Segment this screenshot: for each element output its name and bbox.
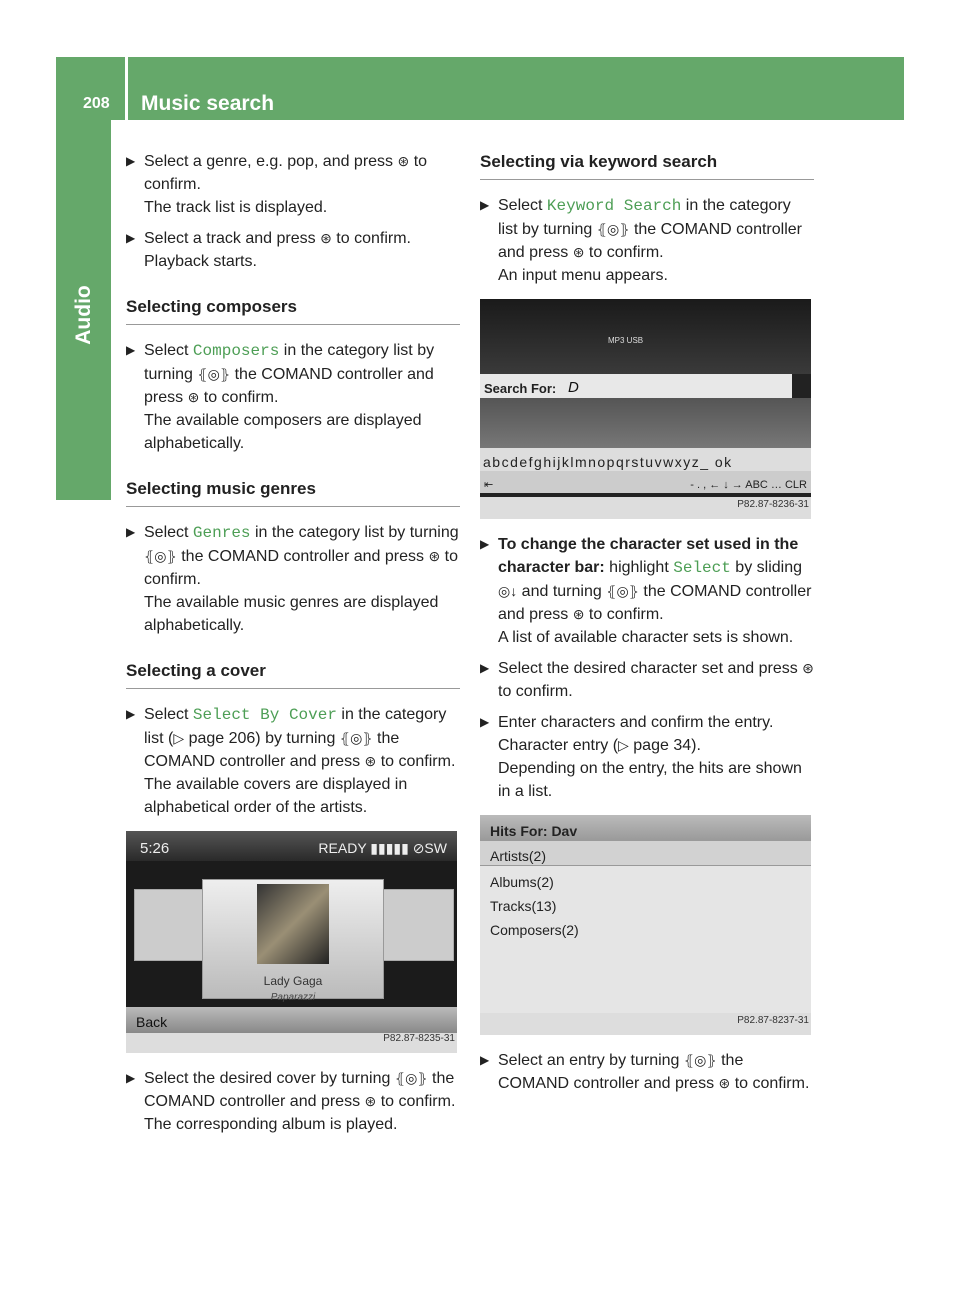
- press-icon: ⊛: [320, 230, 332, 246]
- press-icon: ⊛: [397, 153, 410, 169]
- step-text: Select a track and press: [144, 230, 316, 247]
- step-change-charset: [480, 533, 814, 649]
- cover-card-selected: [202, 879, 384, 1003]
- character-bar: [480, 448, 811, 471]
- press-icon: ⊛: [802, 660, 814, 676]
- step-text: the COMAND controller and press: [144, 730, 400, 770]
- result-text: Depending on the entry, the hits are shown in a list.: [498, 760, 802, 800]
- page-ref-icon: ▷: [618, 737, 629, 753]
- menu-item-keyword-search: Keyword Search: [546, 197, 682, 215]
- page-reference: page 206: [188, 730, 256, 747]
- press-icon: ⊛: [364, 753, 377, 769]
- step-text: in the category list (: [144, 706, 447, 747]
- step-text: ) by turning: [255, 730, 336, 747]
- step-arrow-icon: ▶: [126, 525, 136, 539]
- step-bold-text: To change the character set used in the character bar:: [498, 536, 799, 576]
- step-text: Select: [144, 342, 189, 359]
- page-ref-icon: ▷: [173, 730, 185, 746]
- step-arrow-icon: ▶: [126, 231, 136, 245]
- tool-bar: [480, 471, 811, 493]
- turn-icon: ⦃◎⦄: [606, 583, 639, 599]
- step-text: the COMAND controller and press: [498, 1052, 744, 1092]
- clock: 5:26: [140, 840, 170, 857]
- step-text: to confirm.: [203, 389, 279, 406]
- step-arrow-icon: ▶: [126, 707, 136, 721]
- menu-item-genres: Genres: [192, 524, 251, 542]
- result-text: Playback starts.: [144, 253, 257, 270]
- step-text: Enter characters and confirm the entry.: [498, 714, 774, 731]
- right-column: [480, 150, 814, 1103]
- page-number: 208: [83, 95, 110, 112]
- step-select-track: [126, 227, 460, 273]
- step-arrow-icon: ▶: [126, 343, 136, 357]
- step-text: Select the desired character set and press: [498, 660, 798, 677]
- step-arrow-icon: ▶: [126, 154, 136, 168]
- step-cover: [126, 703, 460, 819]
- turn-icon: ⦃◎⦄: [596, 221, 630, 237]
- step-text: Select: [498, 197, 543, 214]
- input-menu-screenshot: [480, 299, 811, 519]
- step-text: the COMAND controller and press: [498, 583, 812, 623]
- step-keyword: [480, 194, 814, 287]
- back-icon: ⇤: [484, 479, 494, 491]
- result-text: The available composers are displayed alphabetically.: [144, 412, 422, 452]
- turn-icon: ⦃◎⦄: [683, 1052, 717, 1068]
- step-arrow-icon: ▶: [480, 537, 490, 551]
- status-text: READY ▮▮▮▮▮ ⊘SW: [318, 840, 447, 856]
- step-text: to confirm.: [734, 1075, 810, 1092]
- step-text: to confirm.: [588, 606, 664, 623]
- side-tab-label: Audio: [71, 285, 95, 345]
- page-header: [56, 57, 904, 120]
- result-text: The corresponding album is played.: [144, 1116, 398, 1133]
- press-icon: ⊛: [718, 1075, 731, 1091]
- search-label: Search For:: [484, 381, 557, 396]
- step-text: and turning: [521, 583, 602, 600]
- slide-icon: ◎↓: [498, 583, 518, 599]
- step-arrow-icon: ▶: [126, 1071, 136, 1085]
- screen-middle: [480, 398, 811, 448]
- press-icon: ⊛: [364, 1093, 377, 1109]
- step-genres: [126, 521, 460, 637]
- list-item: Albums(2): [490, 874, 554, 890]
- menu-item-select: Select: [673, 559, 731, 577]
- step-text: the COMAND controller and press: [144, 1070, 455, 1110]
- album-name: Paparazzi: [270, 992, 316, 1003]
- turn-icon: ⦃◎⦄: [339, 730, 373, 746]
- step-select-genre: [126, 150, 460, 219]
- menu-item-select-by-cover: Select By Cover: [192, 706, 337, 724]
- step-composers: [126, 339, 460, 455]
- heading-genres: Selecting music genres: [126, 477, 460, 507]
- result-text: An input menu appears.: [498, 267, 668, 284]
- step-text: to confirm.: [336, 230, 411, 247]
- step-text: to confirm.: [144, 548, 458, 588]
- hits-screenshot: [480, 815, 811, 1035]
- list-item: Composers(2): [490, 922, 579, 938]
- hits-header: [480, 815, 811, 841]
- left-column: [126, 150, 460, 1144]
- step-text: Character entry (: [498, 737, 619, 754]
- header-divider: [125, 57, 128, 120]
- step-text: to confirm.: [144, 153, 428, 193]
- screen-top: [480, 299, 811, 374]
- step-select-entry: [480, 1049, 814, 1095]
- search-value: D: [568, 379, 579, 396]
- step-text: to confirm.: [380, 753, 456, 770]
- step-text: to confirm.: [380, 1093, 456, 1110]
- step-text: by sliding: [735, 559, 802, 576]
- step-text: the COMAND controller and press: [498, 221, 802, 261]
- image-caption: P82.87-8236-31: [737, 499, 809, 510]
- image-caption: P82.87-8235-31: [383, 1033, 455, 1044]
- hits-title: Hits For: Dav: [490, 823, 578, 839]
- step-text: in the category list by turning: [498, 197, 791, 238]
- tool-list: - . , ← ↓ → ABC … CLR: [690, 479, 807, 491]
- step-text: the COMAND controller and press: [144, 366, 434, 406]
- image-caption: P82.87-8237-31: [737, 1015, 809, 1026]
- step-enter-characters: [480, 711, 814, 803]
- turn-icon: ⦃◎⦄: [197, 366, 231, 382]
- step-arrow-icon: ▶: [480, 715, 490, 729]
- list-item: Artists(2): [490, 848, 546, 864]
- step-text: in the category list by turning: [144, 342, 435, 383]
- step-text: in the category list by turning: [254, 524, 459, 541]
- turn-icon: ⦃◎⦄: [394, 1070, 428, 1086]
- step-text: Select the desired cover by turning: [144, 1070, 391, 1087]
- cover-screenshot: [126, 831, 457, 1053]
- search-field: [480, 374, 792, 398]
- heading-cover: Selecting a cover: [126, 659, 460, 689]
- turn-icon: ⦃◎⦄: [144, 548, 177, 564]
- result-text: A list of available character sets is shown.: [498, 629, 794, 646]
- step-arrow-icon: ▶: [480, 198, 490, 212]
- press-icon: ⊛: [572, 244, 585, 260]
- heading-composers: Selecting composers: [126, 295, 460, 325]
- step-arrow-icon: ▶: [480, 1053, 490, 1067]
- back-label: Back: [136, 1014, 168, 1030]
- step-text: Select an entry by turning: [498, 1052, 680, 1069]
- list-item: Tracks(13): [490, 898, 557, 914]
- step-text: Select: [144, 706, 189, 723]
- step-text: Select a genre, e.g. pop, and press: [144, 153, 394, 170]
- step-text: highlight: [609, 559, 669, 576]
- side-tab: [56, 120, 111, 500]
- status-bar: [126, 831, 457, 861]
- result-text: The available covers are displayed in alphabetical order of the artists.: [144, 776, 408, 816]
- caption-bar: [480, 497, 811, 519]
- caption-bar: [480, 1013, 811, 1035]
- step-text: to confirm.: [498, 683, 573, 700]
- heading-keyword: Selecting via keyword search: [480, 150, 814, 180]
- press-icon: ⊛: [428, 548, 441, 564]
- step-text: the COMAND controller and press: [181, 548, 424, 565]
- press-icon: ⊛: [187, 389, 200, 405]
- source-icons: MP3 USB: [608, 336, 644, 345]
- step-text: to confirm.: [588, 244, 664, 261]
- artist-name: Lady Gaga: [263, 974, 323, 988]
- press-icon: ⊛: [572, 606, 585, 622]
- step-select-cover: [126, 1067, 460, 1136]
- result-text: The available music genres are displayed alphabetically.: [144, 594, 439, 634]
- menu-item-composers: Composers: [192, 342, 280, 360]
- page-reference: page 34: [633, 737, 692, 754]
- album-art: [257, 884, 329, 964]
- step-select-charset: [480, 657, 814, 703]
- caption-bar: [126, 1033, 457, 1053]
- step-text: Select: [144, 524, 189, 541]
- character-list: abcdefghijklmnopqrstuvwxyz_ ok: [483, 454, 733, 470]
- step-text: ).: [691, 737, 701, 754]
- step-arrow-icon: ▶: [480, 661, 490, 675]
- result-text: The track list is displayed.: [144, 199, 328, 216]
- page-title: Music search: [141, 92, 275, 115]
